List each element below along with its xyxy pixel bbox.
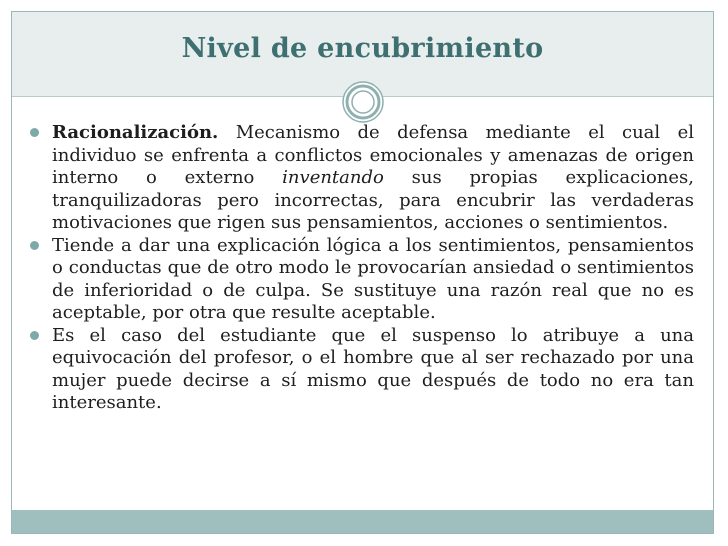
slide-title: Nivel de encubrimiento [181,33,544,64]
bullet-text: Mecanismo de defensa mediante el cual el individuo se enfrenta a conflictos emocionales y amenazas de origen interno o externo [52,122,694,188]
bullet-text: sus propias explicaciones, tranquilizadoras pero incorrectas, para encubrir las verdaderas motivaciones que rigen sus pensamientos, acciones o sentimientos. [52,167,694,233]
round-bullet-icon [30,331,39,340]
slide-content [30,122,694,415]
footer-band [12,510,713,533]
bullet-item-ejemplo [30,325,694,415]
round-bullet-icon [30,241,39,250]
bullet-item-explicacion [30,235,694,325]
bullet-italic-word: inventando [282,167,384,188]
round-bullet-icon [30,128,39,137]
concentric-circle-ornament-icon [341,80,385,124]
bullet-item-racionalizacion [30,122,694,235]
bullet-text: Es el caso del estudiante que el suspenso lo atribuye a una equivocación del profesor, o el hombre que al ser rechazado por una mujer puede decirse a sí mismo que después de todo no era tan interesante. [52,324,694,413]
bullet-term: Racionalización. [52,122,219,143]
bullet-text: Tiende a dar una explicación lógica a los sentimientos, pensamientos o conductas que de otro modo le provocarían ansiedad o sentimientos de inferioridad o de culpa. Se sustituye una razón real que no es aceptable, por otra que resulte aceptable. [52,234,694,323]
